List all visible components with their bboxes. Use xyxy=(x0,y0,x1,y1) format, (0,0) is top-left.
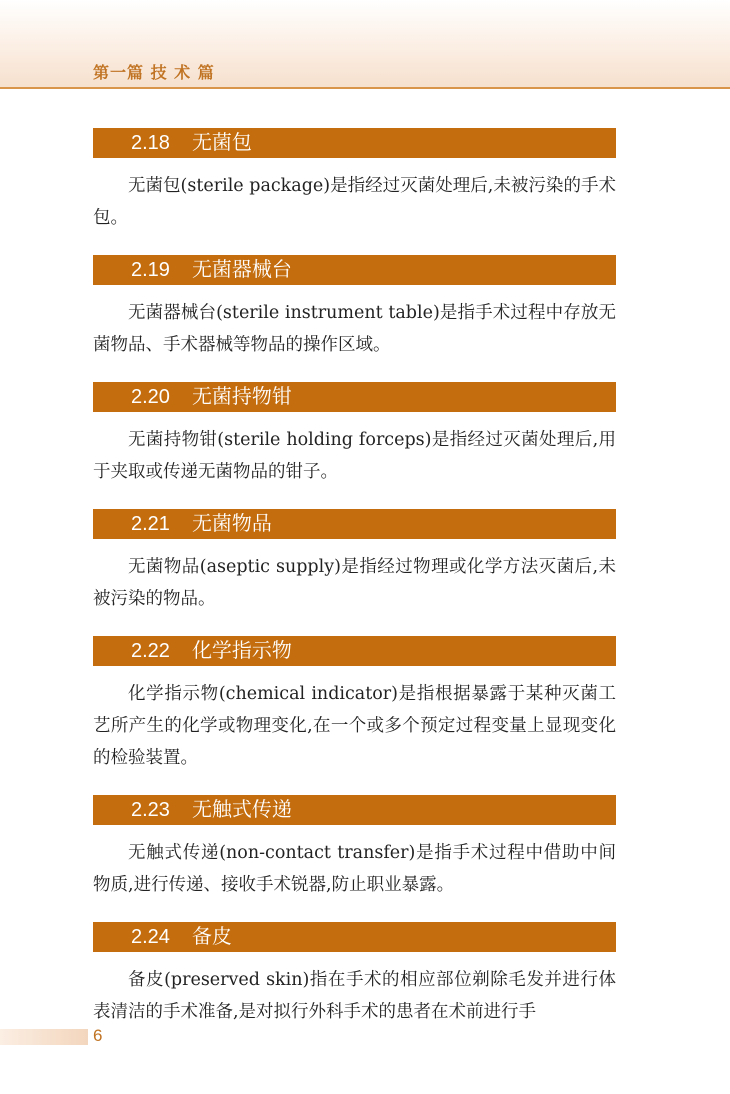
section-number: 2.22 xyxy=(131,640,170,662)
section-2-22 xyxy=(93,636,616,774)
section-title: 无触式传递 xyxy=(191,799,292,821)
section-heading xyxy=(93,636,616,666)
section-2-21 xyxy=(93,509,616,615)
section-title: 备皮 xyxy=(191,926,232,948)
section-heading xyxy=(93,922,616,952)
section-2-19 xyxy=(93,255,616,361)
section-body: 无触式传递(non-contact transfer)是指手术过程中借助中间物质,进行传递、接收手术锐器,防止职业暴露。 xyxy=(93,843,616,895)
section-number: 2.24 xyxy=(131,926,170,948)
section-number: 2.21 xyxy=(131,513,170,535)
section-title: 化学指示物 xyxy=(191,640,292,662)
page-number: 6 xyxy=(93,1026,103,1045)
section-body: 无菌持物钳(sterile holding forceps)是指经过灭菌处理后,用于夹取或传递无菌物品的钳子。 xyxy=(93,430,616,482)
section-number: 2.20 xyxy=(131,386,170,408)
section-heading xyxy=(93,128,616,158)
section-heading xyxy=(93,382,616,412)
section-heading xyxy=(93,255,616,285)
section-body: 化学指示物(chemical indicator)是指根据暴露于某种灭菌工艺所产生的化学或物理变化,在一个或多个预定过程变量上显现变化的检验装置。 xyxy=(93,684,616,768)
section-title: 无菌持物钳 xyxy=(191,386,292,408)
page-content xyxy=(93,128,616,1049)
section-body: 无菌器械台(sterile instrument table)是指手术过程中存放无菌物品、手术器械等物品的操作区域。 xyxy=(93,303,616,355)
section-2-20 xyxy=(93,382,616,488)
part-title: 第一篇 技 术 篇 xyxy=(93,63,215,82)
section-body: 无菌物品(aseptic supply)是指经过物理或化学方法灭菌后,未被污染的物品。 xyxy=(93,557,616,609)
footer-decoration xyxy=(0,1029,88,1045)
header-rule xyxy=(0,87,730,89)
section-2-24 xyxy=(93,922,616,1028)
section-number: 2.18 xyxy=(131,132,170,154)
section-number: 2.23 xyxy=(131,799,170,821)
section-title: 无菌器械台 xyxy=(191,259,292,281)
section-body: 备皮(preserved skin)指在手术的相应部位剃除毛发并进行体表清洁的手术准备,是对拟行外科手术的患者在术前进行手 xyxy=(93,970,616,1022)
section-title: 无菌物品 xyxy=(191,513,272,535)
section-heading xyxy=(93,509,616,539)
section-heading xyxy=(93,795,616,825)
section-number: 2.19 xyxy=(131,259,170,281)
section-title: 无菌包 xyxy=(191,132,252,154)
section-2-18 xyxy=(93,128,616,234)
section-2-23 xyxy=(93,795,616,901)
section-body: 无菌包(sterile package)是指经过灭菌处理后,未被污染的手术包。 xyxy=(93,176,616,228)
